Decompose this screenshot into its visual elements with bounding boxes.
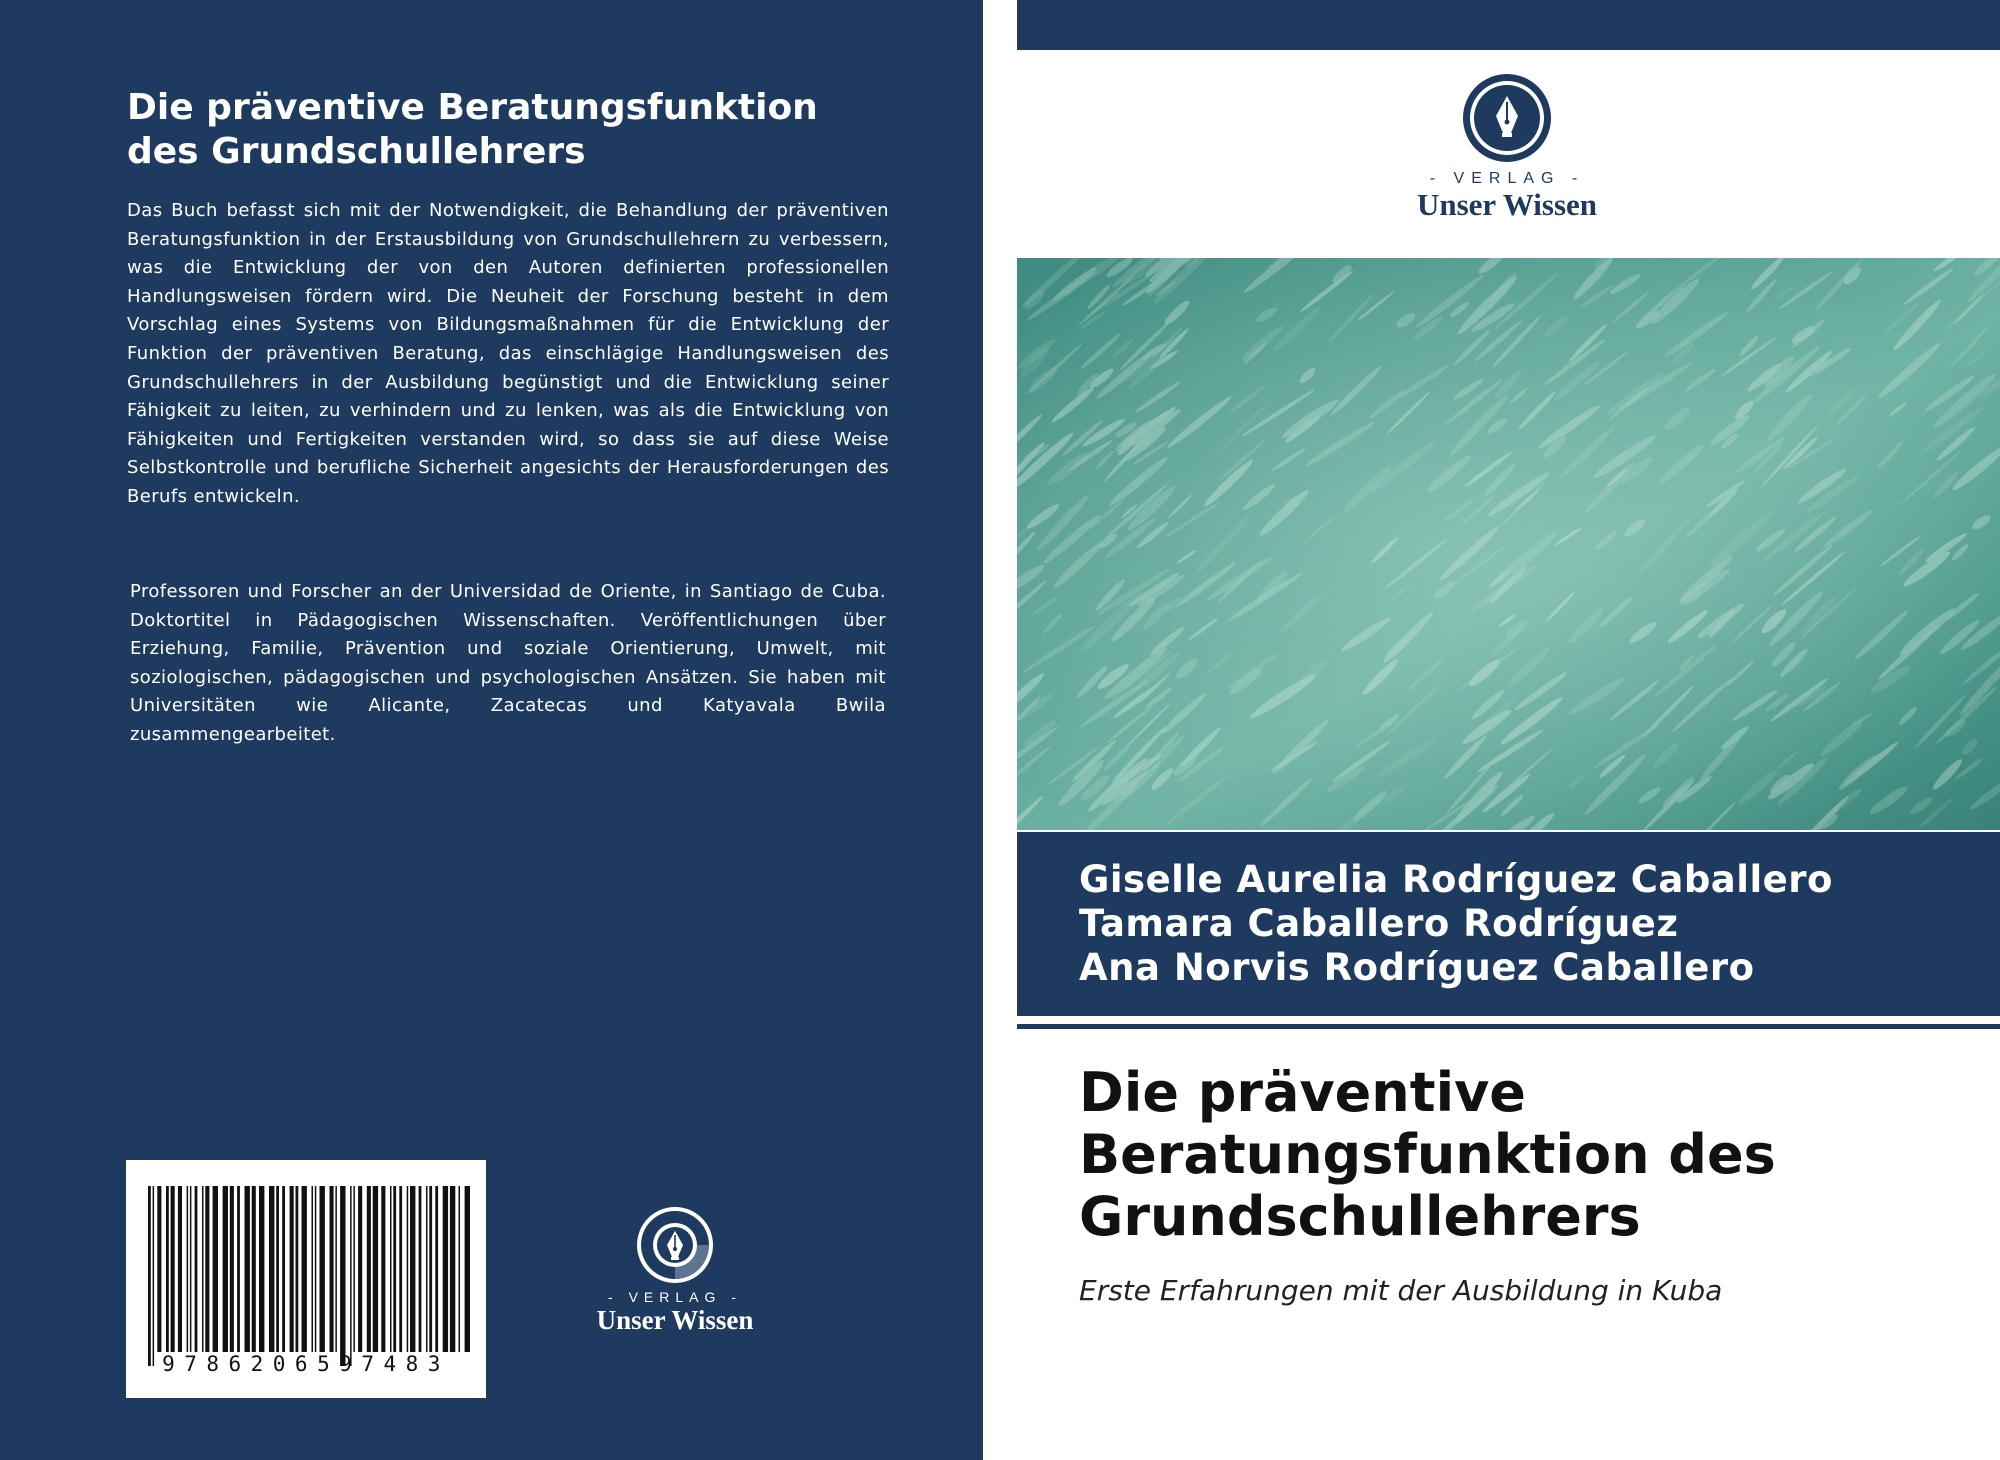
back-cover-title: Die präventive Beratungsfunktion des Grundschullehrers bbox=[127, 87, 818, 172]
barcode-number: 9786206597483 bbox=[162, 1352, 450, 1376]
divider-line bbox=[1017, 1024, 2000, 1029]
verlag-label: - VERLAG - bbox=[1429, 170, 1585, 187]
author-name: Ana Norvis Rodríguez Caballero bbox=[1079, 946, 1755, 989]
author-bio: Professoren und Forscher an der Universidad de Oriente, in Santiago de Cuba. Doktortitel in Pädagogischen Wissenschaften. Veröffentlichungen über Erziehung, Familie, Prävention und soziale Orientierung, Umwelt, mit soziologischen, pädagogischen und psychologischen Ansätzen. Sie haben mit Universitäten wie Alicante, Zacatecas und Katyavala Bwila zusammengearbeitet. bbox=[130, 581, 886, 745]
verlag-label: - VERLAG - bbox=[608, 1289, 742, 1305]
author-name: Tamara Caballero Rodríguez bbox=[1079, 902, 1679, 945]
spine bbox=[983, 0, 1017, 1460]
water-texture-image bbox=[1017, 258, 2000, 830]
publisher-name: Unser Wissen bbox=[596, 1305, 754, 1335]
book-title: Die präventive Beratungsfunktion des Grundschullehrers bbox=[1079, 1061, 1776, 1248]
author-name: Giselle Aurelia Rodríguez Caballero bbox=[1079, 858, 1833, 901]
pen-nib-icon bbox=[635, 1205, 715, 1285]
pen-nib-icon bbox=[1461, 72, 1553, 164]
front-publisher-logo bbox=[1382, 72, 1632, 223]
publisher-name: Unser Wissen bbox=[1416, 187, 1598, 222]
barcode-bars bbox=[148, 1186, 470, 1366]
back-cover bbox=[0, 0, 983, 1460]
book-blurb: Das Buch befasst sich mit der Notwendigkeit, die Behandlung der präventiven Beratungsfunktion in der Erstausbildung von Grundschullehrern zu verbessern, was die Entwicklung der von den Autoren definierten professionellen Handlungsweisen fördern wird. Die Neuheit der Forschung besteht in dem Vorschlag eines Systems von Bildungsmaßnahmen für die Entwicklung der Funktion der präventiven Beratung, das einschlägige Handlungsweisen des Grundschullehrers in der Ausbildung begünstigt und die Entwicklung seiner Fähigkeit zu leiten, zu verhindern und zu lenken, was als die Entwicklung von Fähigkeiten und Fertigkeiten verstanden wird, so dass sie auf diese Weise Selbstkontrolle und berufliche Sicherheit angesichts der Herausforderungen des Berufs entwickeln. bbox=[127, 200, 889, 507]
book-subtitle: Erste Erfahrungen mit der Ausbildung in Kuba bbox=[1079, 1274, 1723, 1307]
front-cover bbox=[1017, 0, 2000, 1460]
isbn-barcode bbox=[126, 1160, 486, 1398]
back-publisher-logo bbox=[580, 1205, 770, 1345]
top-band bbox=[1017, 0, 2000, 50]
authors-band bbox=[1017, 832, 2000, 1016]
